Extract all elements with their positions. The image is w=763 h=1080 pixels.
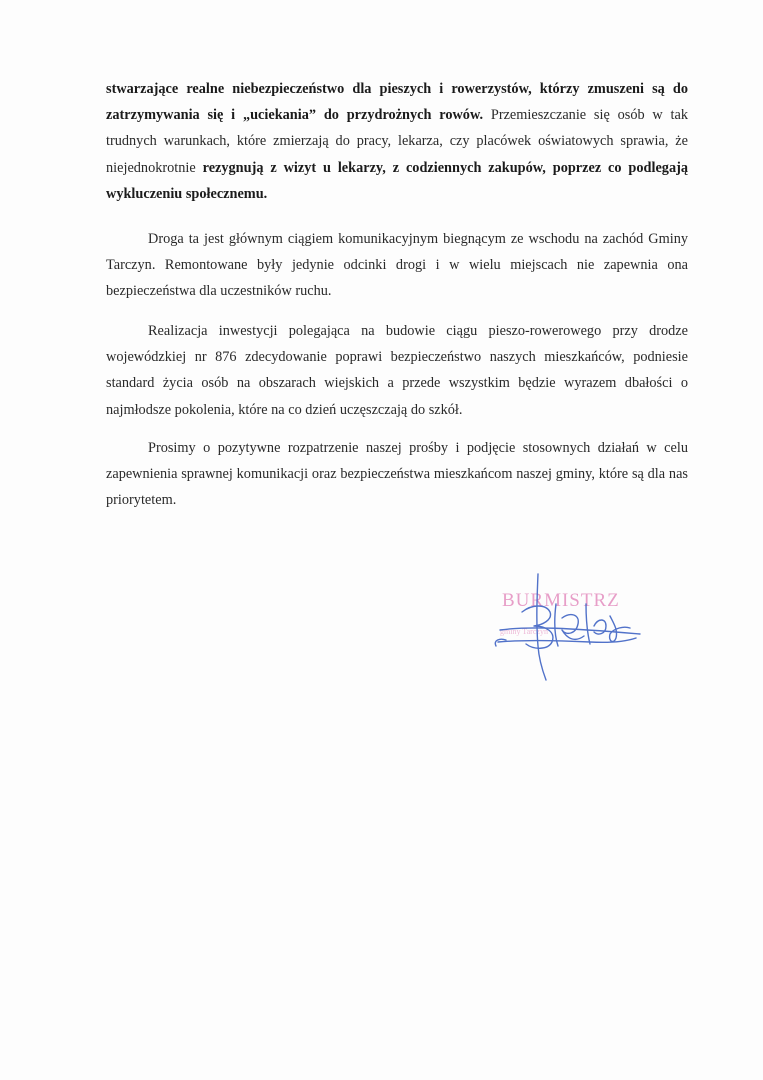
paragraph-1-bold-conclusion: rezygnują z wizyt u lekarzy, z codziennych zakupów, poprzez co podlegają wykluczeniu społecznemu.: [106, 159, 688, 202]
paragraph-1: [106, 76, 688, 207]
stamp-title: BURMISTRZ: [502, 590, 620, 611]
paragraph-3: [106, 318, 688, 423]
paragraph-2: [106, 226, 688, 305]
paragraph-4: [106, 435, 688, 514]
paragraph-4-text: Prosimy o pozytywne rozpatrzenie naszej prośby i podjęcie stosownych działań w celu zapewnienia sprawnej komunikacji oraz bezpieczeństwa mieszkańcom naszej gminy, które są dla nas priorytetem.: [106, 440, 688, 509]
handwritten-signature: [490, 568, 650, 683]
paragraph-1-body: Przemieszczanie się osób w tak trudnych warunkach, które zmierzają do pracy, lekarza, czy placówek oświatowych sprawia, że niejednokrotnie: [106, 107, 689, 176]
paragraph-2-text: Droga ta jest głównym ciągiem komunikacyjnym biegnącym ze wschodu na zachód Gminy Tarczyn. Remontowane były jedynie odcinki drogi i w wielu miejscach nie zapewnia ona bezpieczeństwa dla uczestników ruchu.: [106, 231, 688, 300]
paragraph-1-bold-intro: stwarzające realne niebezpieczeństwo dla pieszych i rowerzystów, którzy zmuszeni są do zatrzymywania się i „uciekania” do przydrożnych rowów.: [106, 81, 688, 124]
stamp-subtitle: gminy Tarczyn: [500, 627, 548, 636]
paragraph-3-text: Realizacja inwestycji polegająca na budowie ciągu pieszo-rowerowego przy drodze wojewódzkiej nr 876 zdecydowanie poprawi bezpieczeństwo naszych mieszkańców, podniesie standard życia osób na obszarach wiejskich a przede wszystkim będzie wyrazem dbałości o najmłodsze pokolenia, które na co dzień uczęszczają do szkół.: [106, 323, 688, 418]
